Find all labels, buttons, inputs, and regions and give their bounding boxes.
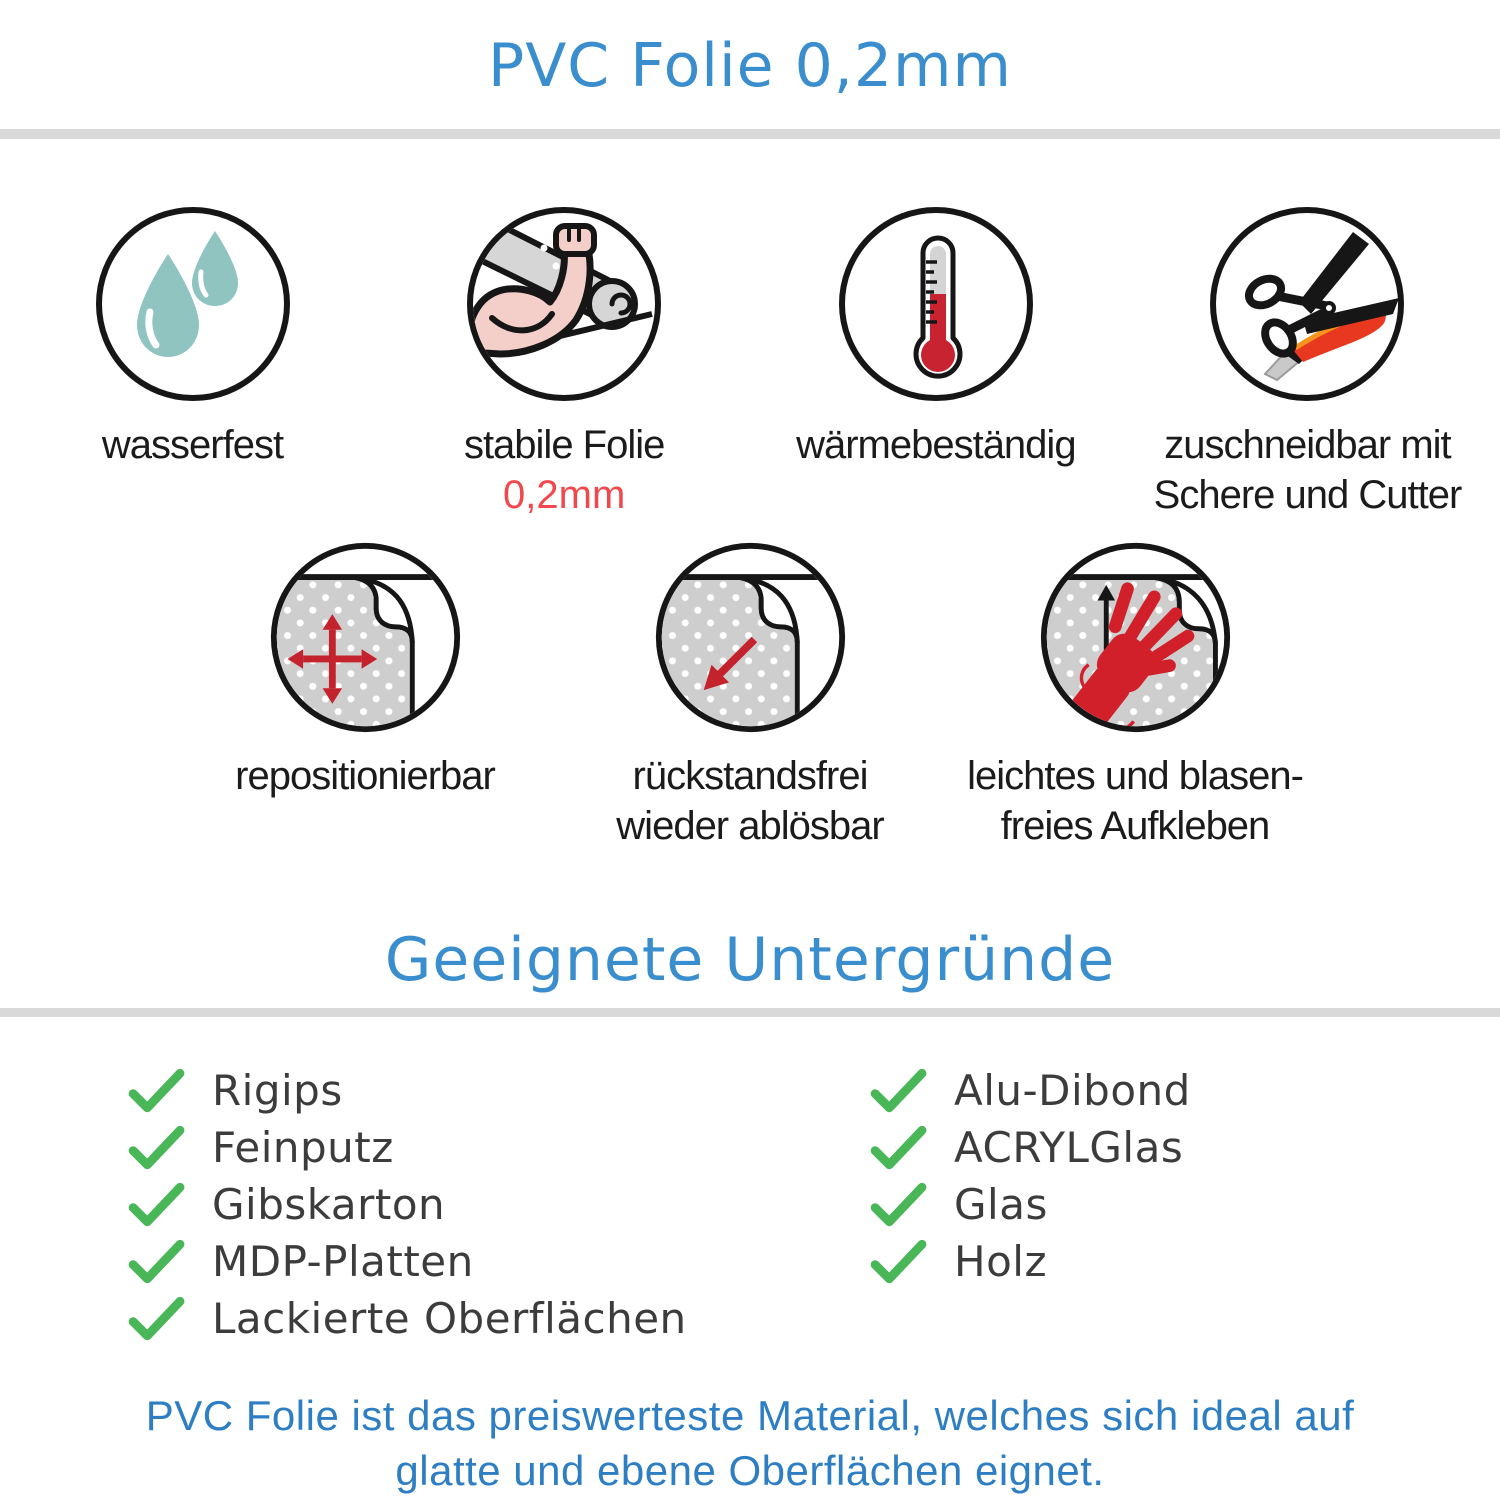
features-row-2 xyxy=(0,540,1500,851)
feature-waterproof xyxy=(10,204,375,520)
list-item: MDP-Platten xyxy=(128,1233,740,1290)
list-item: Rigips xyxy=(128,1062,740,1119)
list-item: Holz xyxy=(870,1233,1500,1290)
hand-smoothing-icon xyxy=(1038,540,1233,735)
feature-bubble-free xyxy=(943,540,1328,851)
surfaces-column-right xyxy=(740,1062,1500,1347)
feature-label: repositionierbar xyxy=(235,754,495,798)
feature-label: rückstandsfrei xyxy=(632,754,868,798)
scissors-cutter-icon xyxy=(1207,204,1407,404)
list-item: Glas xyxy=(870,1176,1500,1233)
list-item: Alu-Dibond xyxy=(870,1062,1500,1119)
feature-label: zuschneidbar mit xyxy=(1164,423,1451,467)
list-item: Gibskarton xyxy=(128,1176,740,1233)
list-item: ACRYLGlas xyxy=(870,1119,1500,1176)
suitable-surfaces-list xyxy=(0,1062,1500,1347)
feature-cuttable xyxy=(1125,204,1490,520)
feature-label: wärmebeständig xyxy=(796,423,1076,467)
footer-line-1: PVC Folie ist das preiswerteste Material, welches sich ideal auf xyxy=(145,1392,1355,1439)
checkmark-icon xyxy=(128,1182,186,1228)
checkmark-icon xyxy=(128,1296,186,1342)
divider-middle xyxy=(0,1008,1500,1017)
thermometer-icon xyxy=(836,204,1036,404)
checkmark-icon xyxy=(128,1239,186,1285)
feature-label-line2: freies Aufkleben xyxy=(1000,804,1270,848)
feature-label: stabile Folie xyxy=(463,423,665,467)
checkmark-icon xyxy=(870,1068,928,1114)
footer-note xyxy=(0,1388,1500,1498)
checkmark-icon xyxy=(870,1182,928,1228)
list-item: Lackierte Oberflächen xyxy=(128,1290,740,1347)
section-title-surfaces: Geeignete Untergründe xyxy=(384,925,1116,995)
feature-label: leichtes und blasen- xyxy=(967,754,1303,798)
page-title: PVC Folie 0,2mm xyxy=(488,31,1012,101)
water-drops-icon xyxy=(93,204,293,404)
feature-residue-free xyxy=(558,540,943,851)
muscle-film-icon xyxy=(464,204,664,404)
divider-top xyxy=(0,129,1500,139)
feature-label: wasserfest xyxy=(101,423,284,467)
checkmark-icon xyxy=(870,1239,928,1285)
footer-line-2: glatte und ebene Oberflächen eignet. xyxy=(395,1447,1105,1494)
reposition-arrows-icon xyxy=(268,540,463,735)
feature-stable-film xyxy=(382,204,747,520)
feature-heat-resistant xyxy=(753,204,1118,520)
list-item: Feinputz xyxy=(128,1119,740,1176)
feature-label-line2: Schere und Cutter xyxy=(1153,473,1462,517)
checkmark-icon xyxy=(128,1068,186,1114)
peel-off-arrow-icon xyxy=(653,540,848,735)
feature-label-line2: wieder ablösbar xyxy=(616,804,884,848)
features-row-1 xyxy=(0,204,1500,520)
feature-repositionable xyxy=(173,540,558,851)
checkmark-icon xyxy=(128,1125,186,1171)
feature-sublabel-thickness: 0,2mm xyxy=(503,473,626,517)
checkmark-icon xyxy=(870,1125,928,1171)
surfaces-column-left xyxy=(0,1062,740,1347)
